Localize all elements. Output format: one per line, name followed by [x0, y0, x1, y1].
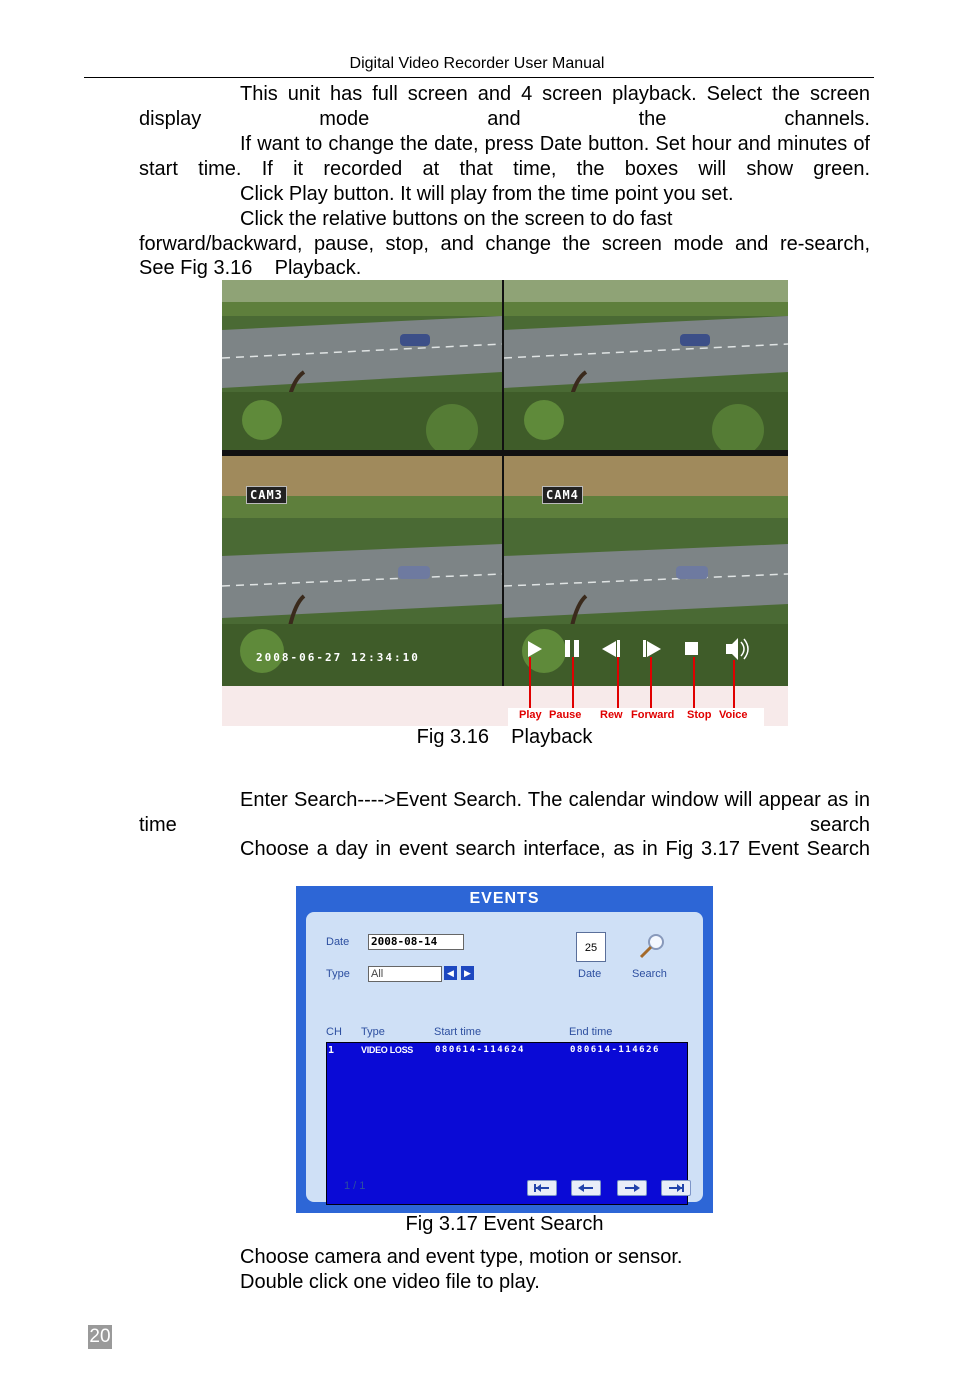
type-select[interactable]: All — [368, 966, 442, 982]
col-end-time: End time — [569, 1026, 613, 1038]
stop-icon — [685, 642, 698, 655]
paragraph-play-button: Click Play button. It will play from the time point you set. — [240, 183, 734, 205]
play-icon — [528, 641, 542, 657]
event-row-ch[interactable]: 1 — [328, 1045, 335, 1056]
type-next-button[interactable] — [461, 966, 474, 980]
event-row-type[interactable]: VIDEO LOSS — [361, 1045, 414, 1055]
arrow-left-icon — [572, 1181, 600, 1195]
play-label: Play — [519, 709, 542, 721]
page-number: 20 — [89, 1326, 111, 1347]
page-indicator: 1 / 1 — [344, 1180, 366, 1192]
paragraph-event-search: Enter Search---->Event Search. The calendar window will appear as in time search — [139, 789, 870, 836]
col-start-time: Start time — [434, 1026, 482, 1038]
rewind-icon — [602, 641, 616, 657]
col-type: Type — [361, 1026, 385, 1038]
type-label: Type — [326, 968, 350, 980]
last-page-icon — [662, 1181, 690, 1195]
search-icon[interactable] — [636, 930, 668, 962]
events-panel — [306, 912, 703, 1202]
col-ch: CH — [326, 1026, 342, 1038]
next-page-button[interactable] — [617, 1180, 647, 1196]
forward-icon — [647, 641, 661, 657]
prev-page-button[interactable] — [571, 1180, 601, 1196]
calendar-day: 25 — [584, 942, 598, 954]
paragraph-see-fig: See Fig 3.16 Playback. — [139, 257, 362, 279]
rew-label: Rew — [600, 709, 623, 721]
date-button-label[interactable]: Date — [578, 968, 602, 980]
paragraph-double-click: Double click one video file to play. — [240, 1271, 540, 1293]
type-prev-button[interactable] — [444, 966, 457, 980]
last-page-button[interactable] — [661, 1180, 691, 1196]
calendar-icon[interactable] — [576, 932, 606, 962]
pause-icon-bar2 — [574, 640, 579, 657]
speaker-icon — [726, 638, 738, 660]
paragraph-full-screen: This unit has full screen and 4 screen playback. Select the screen display mode and the channels. — [139, 83, 870, 130]
running-header: Digital Video Recorder User Manual — [349, 55, 605, 72]
playback-figure — [222, 280, 788, 726]
event-row-start[interactable]: 080614-114624 — [435, 1045, 525, 1055]
paragraph-choose-day: Choose a day in event search interface, as in Fig 3.17 Event Search — [240, 838, 870, 860]
arrow-left-icon: ◀ — [447, 968, 454, 978]
date-field[interactable]: 2008-08-14 — [368, 934, 464, 950]
pause-label: Pause — [549, 709, 582, 721]
stop-label: Stop — [687, 709, 712, 721]
arrow-right-icon: ▶ — [464, 968, 471, 978]
paragraph-date-button: If want to change the date, press Date button. Set hour and minutes of start time. If it recorded at that time, the boxes will show green. — [139, 133, 870, 180]
date-label: Date — [326, 936, 350, 948]
search-button-label[interactable]: Search — [632, 968, 667, 980]
rewind-icon-bar — [617, 640, 620, 657]
paragraph-choose-camera: Choose camera and event type, motion or sensor. — [240, 1246, 683, 1268]
pause-icon — [565, 640, 570, 657]
playback-timestamp: 2008-06-27 12:34:10 — [256, 651, 420, 664]
voice-label: Voice — [719, 709, 748, 721]
cam3-label: CAM3 — [246, 486, 287, 504]
cam4-label: CAM4 — [542, 486, 583, 504]
event-row-end[interactable]: 080614-114626 — [570, 1045, 660, 1055]
first-page-icon — [528, 1181, 556, 1195]
figure-3-16-caption: Fig 3.16 Playback — [416, 726, 593, 748]
arrow-right-icon — [618, 1181, 646, 1195]
forward-label: Forward — [631, 709, 675, 721]
paragraph-relative-buttons: Click the relative buttons on the screen to do fast — [240, 208, 673, 230]
paragraph-relative-buttons-cont: forward/backward, pause, stop, and change the screen mode and re-search, — [139, 233, 870, 255]
forward-icon-bar — [643, 640, 646, 657]
first-page-button[interactable] — [527, 1180, 557, 1196]
figure-3-17-caption: Fig 3.17 Event Search — [405, 1213, 604, 1235]
events-title: EVENTS — [469, 890, 540, 907]
events-window — [296, 886, 713, 1213]
playback-controls — [222, 280, 788, 726]
header-rule — [84, 77, 874, 78]
